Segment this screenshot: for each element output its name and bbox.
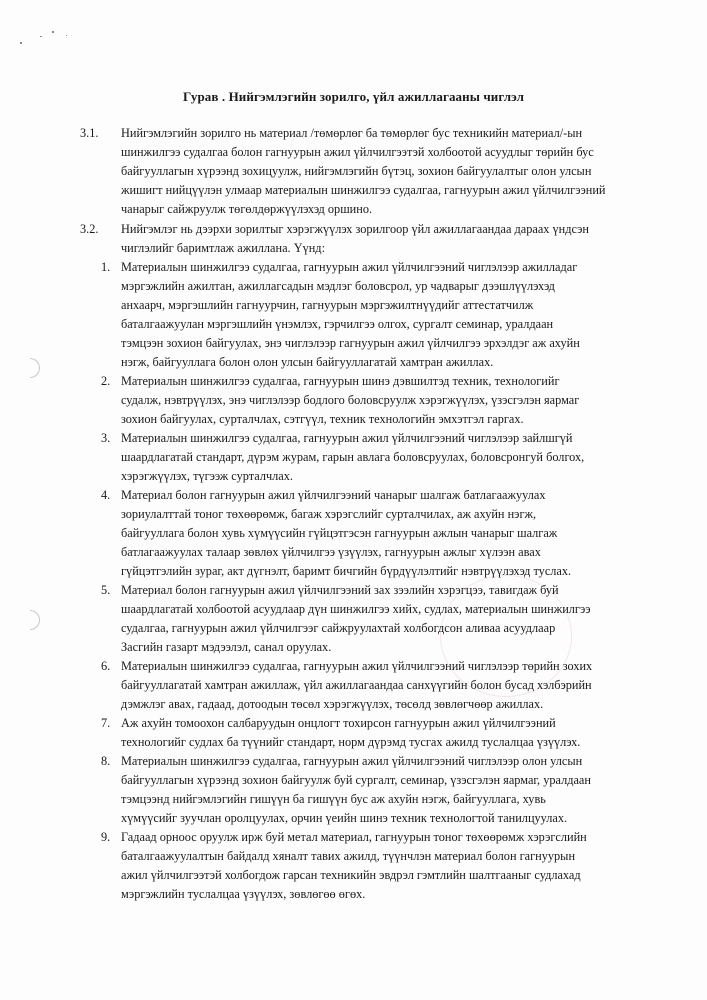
document-title: Гурав . Нийгэмлэгийн зорилго, үйл ажиллагааны чиглэл — [183, 89, 524, 104]
list-item-text — [121, 372, 707, 429]
text-line: зохион байгуулах, сурталчлах, сэтгүүл, техник технологийн эмхэтгэл гаргах. — [121, 412, 524, 426]
text-line: мэргэжлийн ажилтан, ажиллагсадын мэдлэг боловсрол, ур чадварыг дээшлүүлэхэд — [121, 279, 555, 293]
text-line: баталгаажуулан мэргэшлийн үнэмлэх, гэрчилгээ олгох, сургалт семинар, уралдаан — [121, 317, 554, 331]
text-line: дэмжлэг авах, гадаад, дотоодын төсөл хэрэгжүүлэх, төсөлд зөвлөгчөөр ажиллах. — [121, 697, 544, 711]
scan-speck — [40, 36, 42, 37]
text-line: Материал болон гагнуурын ажил үйлчилгээний чанарыг шалгаж батлагаажуулах — [121, 488, 546, 502]
list-item-number: 3. — [101, 431, 111, 445]
list-item-text — [121, 581, 707, 657]
text-line: байгууллагын хүрээнд зохион байгуулж буй сургалт, семинар, үзэсгэлэн яармаг, уралдаан — [121, 773, 591, 787]
text-line: чиглэлийг баримтлаж ажиллана. Үүнд: — [121, 241, 325, 255]
text-line: тэмцээнд нийгэмлэгийн гишүүн ба гишүүн бус аж ахуйн нэгж, байгууллага, хувь — [121, 792, 546, 806]
text-line: шинжилгээ судалгаа болон гагнуурын ажил үйлчилгээтэй холбоотой асуудлыг төрийн бус — [121, 145, 594, 159]
text-line: нэгж, байгууллага болон олон улсын байгууллагатай хамтран ажиллах. — [121, 355, 494, 369]
text-line: байгууллага болон хувь хүмүүсийн гүйцэтгэсэн гагнуурын ажлын чанарыг шалгаж — [121, 526, 558, 540]
text-line: хэрэгжүүлэх, түгээж сурталчлах. — [121, 469, 293, 483]
list-item-text — [121, 657, 707, 714]
text-line: судалгаа, гагнуурын ажил үйлчилгээг сайжруулахтай холбогдсон аливаа асуудлаар — [121, 621, 556, 635]
scan-speck — [52, 31, 54, 33]
text-line: Материал болон гагнуурын ажил үйлчилгээний зах зээлийн хэрэгцээ, тавигдаж буй — [121, 583, 559, 597]
text-line: байгууллагын хүрээнд зохицуулж, нийгэмлэгийн бүтэц, зохион байгуулалтыг олон улсын — [121, 164, 592, 178]
text-line: батлагаажуулах талаар зөвлөх үйлчилгээ үзүүлэх, гагнуурын ажлыг хүлээн авах — [121, 545, 541, 559]
list-item — [0, 372, 707, 429]
text-line: мэргэжлийн туслалцаа үзүүлэх, зөвлөгөө өгөх. — [121, 887, 366, 901]
list-item-text — [121, 714, 707, 752]
list-item — [0, 258, 707, 372]
text-line: байгууллагатай хамтран ажиллаж, үйл ажиллагаандаа санхүүгийн болон бусад хэлбэрийн — [121, 678, 592, 692]
text-line: шаардлагатай холбоотой асуудлаар дүн шинжилгээ хийх, судлах, материалын шинжилгээ — [121, 602, 591, 616]
list-item-number: 4. — [101, 488, 111, 502]
text-line: Материалын шинжилгээ судалгаа, гагнуурын шинэ дэвшилтэд техник, технологийг — [121, 374, 560, 388]
list-item — [0, 752, 707, 828]
text-line: Материалын шинжилгээ судалгаа, гагнуурын ажил үйлчилгээний чиглэлээр ажилладаг — [121, 260, 578, 274]
text-line: зориулалттай тоног төхөөрөмж, багаж хэрэгслийг сурталчилах, аж ахуйн нэгж, — [121, 507, 537, 521]
list-item-text — [121, 429, 707, 486]
text-line: гүйцэтгэлийн зураг, акт дүгнэлт, баримт бичгийн бүрдүүлэлтийг нэвтрүүлэхэд туслах. — [121, 564, 572, 578]
direction-list — [0, 258, 707, 904]
list-item-number: 2. — [101, 374, 111, 388]
list-item-number: 5. — [101, 583, 111, 597]
text-line: Материалын шинжилгээ судалгаа, гагнуурын ажил үйлчилгээний чиглэлээр зайлшгүй — [121, 431, 573, 445]
list-item-text — [121, 258, 707, 372]
list-item-number: 6. — [101, 659, 111, 673]
text-line: судалж, нэвтрүүлэх, энэ чиглэлээр бодлого боловсруулж хэрэгжүүлэх, үзэсгэлэн яармаг — [121, 393, 580, 407]
section-number: 3.1. — [80, 126, 99, 140]
list-item — [0, 714, 707, 752]
list-item — [0, 581, 707, 657]
list-item — [0, 657, 707, 714]
list-item-number: 8. — [101, 754, 111, 768]
text-line: анхаарч, мэргэшлийн гагнуурчин, гагнуурын мэргэжилтнүүдийг аттестатчилж — [121, 298, 534, 312]
text-line: чанарыг сайжруулж төгөлдөржүүлэхэд оршино. — [121, 202, 373, 216]
text-line: Аж ахуйн томоохон салбаруудын онцлогт тохирсон гагнуурын ажил үйлчилгээний — [121, 716, 556, 730]
text-line: Материалын шинжилгээ судалгаа, гагнуурын ажил үйлчилгээний чиглэлээр төрийн зохих — [121, 659, 593, 673]
text-line: Засгийн газарт мэдээлэл, санал оруулах. — [121, 640, 332, 654]
text-line: жишигт нийцүүлэн улмаар материалын шинжилгээ судалгаа, гагнуурын ажил үйлчилгээний — [121, 183, 606, 197]
text-line: технологийг судлах ба түүнийг стандарт, норм дүрэмд тусгах ажилд туслалцаа үзүүлэх. — [121, 735, 581, 749]
list-item — [0, 429, 707, 486]
text-line: хүмүүсийг зуучлан оролцуулах, орчин үеийн шинэ техник технологтой танилцуулах. — [121, 811, 568, 825]
list-item-number: 9. — [101, 830, 111, 844]
list-item-text — [121, 752, 707, 828]
text-line: баталгаажуулалтын байдалд хяналт тавих ажилд, түүнчлэн материал болон гагнуурын — [121, 849, 576, 863]
section-text — [121, 220, 641, 258]
list-item-number: 1. — [101, 260, 111, 274]
text-line: Материалын шинжилгээ судалгаа, гагнуурын ажил үйлчилгээний чиглэлээр олон улсын — [121, 754, 583, 768]
list-item — [0, 486, 707, 581]
scan-speck — [66, 35, 67, 36]
list-item — [0, 828, 707, 904]
list-item-text — [121, 828, 707, 904]
list-item-number: 7. — [101, 716, 111, 730]
text-line: шаардлагатай стандарт, дүрэм журам, гарын авлага боловсруулах, боловсронгуй болгох, — [121, 450, 585, 464]
section-number: 3.2. — [80, 222, 99, 236]
text-line: Гадаад орноос оруулж ирж буй метал материал, гагнуурын тоног төхөөрөмж хэрэгслийн — [121, 830, 587, 844]
section-text — [121, 124, 641, 219]
scan-speck — [20, 42, 22, 44]
text-line: ажил үйлчилгээтэй холбогдож гарсан техникийн эвдрэл гэмтлийн шалтгааныг судлахад — [121, 868, 581, 882]
list-item-text — [121, 486, 707, 581]
text-line: Нийгэмлэгийн зорилго нь материал /төмөрлөг ба төмөрлөг бус техникийн материал/-ын — [121, 126, 583, 140]
text-line: тэмцээн зохион байгуулах, энэ чиглэлээр гагнуурын ажил үйлчилгээ эрхэлдэг аж ахуйн — [121, 336, 580, 350]
text-line: Нийгэмлэг нь дээрхи зорилтыг хэрэгжүүлэх зорилгоор үйл ажиллагаандаа дараах үндсэн — [121, 222, 589, 236]
